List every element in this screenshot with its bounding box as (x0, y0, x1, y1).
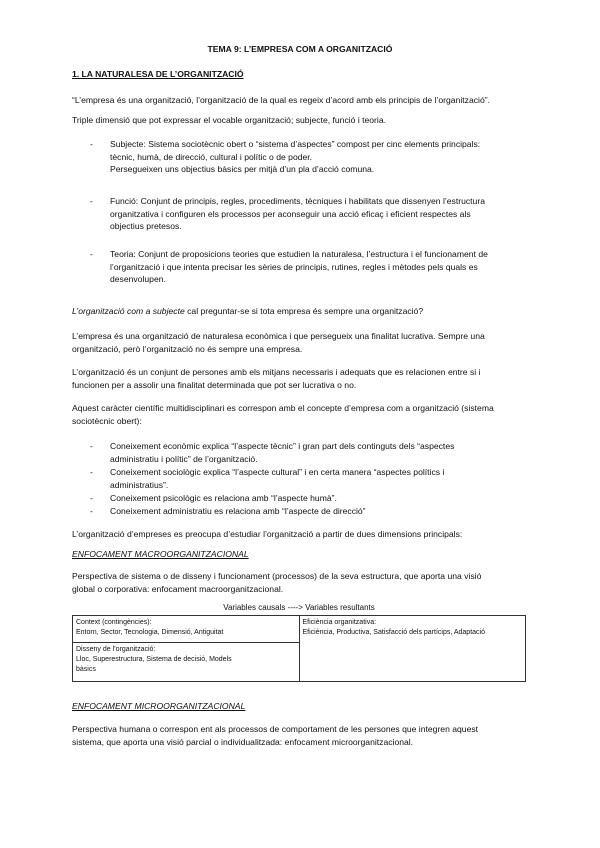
bullet-line: administratiu i polític” de l’organització. (110, 453, 258, 464)
paragraph-line: funcionen per a assolir una finalitat determinada que pot ser lucrativa o no. (72, 379, 357, 390)
efficiency-cell (299, 616, 526, 682)
bullet-dash: - (90, 441, 93, 451)
context-title: Context (contingències): (76, 619, 152, 626)
design-items-line: Lloc, Superestructura, Sistema de decisió, Models (76, 656, 232, 663)
bullet-line: l’organització i que intenta precisar les sèries de principis, rutines, regles i mètodes pels quals es (110, 261, 478, 272)
paragraph-organitzacio (72, 366, 528, 391)
section-heading: 1. LA NATURALESA DE L’ORGANITZACIÓ (72, 69, 244, 79)
bullet-dash: - (90, 249, 93, 259)
context-cell (73, 616, 300, 643)
bullet-sociologic (110, 466, 528, 491)
paragraph-line: organització, però l’organització no és sempre una empresa. (72, 343, 303, 354)
micro-paragraph (72, 723, 528, 748)
macro-heading: ENFOCAMENT MACROORGANITZACIONAL (72, 549, 249, 559)
bullet-line: objectius pretesos. (110, 221, 182, 232)
bullet-teoria (110, 248, 528, 286)
bullet-line: Coneixement econòmic explica “l’aspecte tècnic” i gran part dels continguts dels “aspectes (110, 441, 455, 451)
micro-heading: ENFOCAMENT MICROORGANITZACIONAL (72, 701, 246, 711)
bullet-dash: - (90, 506, 93, 516)
bullet-line: Teoria: Conjunt de proposicions teories que estudien la naturalesa, l’estructura i el funcionament de (110, 249, 488, 259)
paragraph-line: Aquest caràcter científic multidisciplinari es correspon amb el concepte d’empresa com a organització (sistema (72, 403, 494, 413)
paragraph-multidisciplinari (72, 402, 528, 427)
macro-paragraph (72, 570, 528, 595)
bullet-dash: - (90, 467, 93, 477)
bullet-dash: - (90, 493, 93, 503)
bullet-subjecte (110, 138, 528, 176)
design-items-line: bàsics (76, 666, 96, 673)
design-cell (73, 643, 300, 682)
bullet-dash: - (90, 196, 93, 206)
paragraph-line: Perspectiva humana o correspon ent als processos de comportament de les persones que integren aquest (72, 724, 479, 734)
bullet-line: administratius”. (110, 479, 169, 490)
triple-dimension-paragraph: Triple dimensió que pot expressar el vocable organització; subjecte, funció i teoria. (72, 115, 386, 125)
quote-paragraph: “L’empresa és una organització, l’organització de la qual es regeix d’acord amb els principis de l’organització”. (72, 95, 490, 105)
paragraph-line: L’organització és un conjunt de persones amb els mitjans necessaris i adequats que es relacionen entre si i (72, 367, 481, 377)
bullet-line: Subjecte: Sistema sociotècnic obert o “sistema d’aspectes” compost per cinc elements principals: (110, 139, 481, 149)
paragraph-line: L’empresa és una organització de naturalesa econòmica i que persegueix una finalitat lucrativa. Sempre una (72, 331, 485, 341)
paragraph-line: sistema, que aporta una visió parcial o individualitzada: enfocament microorganitzacional. (72, 736, 414, 747)
design-title: Disseny de l’organització: (76, 646, 156, 653)
bullet-line: tècnic, humà, de direcció, cultural i polític o de poder. (110, 151, 313, 162)
bullet-line: Coneixement sociològic explica “l’aspecte cultural” i en certa manera “aspectes polítics i (110, 467, 445, 477)
dimensions-paragraph: L’organització d’empreses es preocupa d’estudiar l’organització a partir de dues dimensions principals: (72, 529, 463, 539)
question-text: cal preguntar-se si tota empresa és sempre una organització? (184, 306, 424, 316)
bullet-line: Persegueixen uns objectius bàsics per mitjà d’un pla d’acció comuna. (110, 164, 375, 175)
efficiency-items: Eficiència, Productiva, Satisfacció dels partícips, Adaptació (302, 629, 485, 636)
question-italic: L’organització com a subjecte (72, 306, 185, 316)
context-items: Entorn, Sector, Tecnologia, Dimensió, Antiguitat (76, 629, 224, 636)
paragraph-line: Perspectiva de sistema o de disseny i funcionament (processos) de la seva estructura, que aporta una visió (72, 571, 482, 581)
document-title: TEMA 9: L’EMPRESA COM A ORGANITZACIÓ (207, 44, 393, 54)
variables-table (72, 615, 526, 682)
bullet-line: organitzativa i configuren els processos per aconseguir una acció eficaç i eficient respectes als (110, 208, 471, 219)
bullet-dash: - (90, 139, 93, 149)
bullet-psicologic: Coneixement psicològic es relaciona amb “l’aspecte humà”. (110, 493, 337, 503)
paragraph-empresa (72, 330, 528, 355)
bullet-administratiu: Coneixement administratiu es relaciona amb “l’aspecte de direcció” (110, 506, 366, 516)
table-caption: Variables causals ----> Variables resultants (223, 603, 375, 612)
bullet-economic (110, 440, 528, 465)
question-paragraph (72, 305, 528, 318)
paragraph-line: sociotècnic obert): (72, 415, 142, 426)
bullet-line: desenvolupen. (110, 274, 166, 285)
bullet-funcio (110, 195, 528, 233)
bullet-line: Funció: Conjunt de principis, regles, procediments, tècniques i habilitats que dissenyen l’estructura (110, 196, 485, 206)
paragraph-line: global o corporativa: enfocament macroorganitzacional. (72, 583, 284, 594)
efficiency-title: Eficiència organitzativa: (302, 619, 377, 626)
